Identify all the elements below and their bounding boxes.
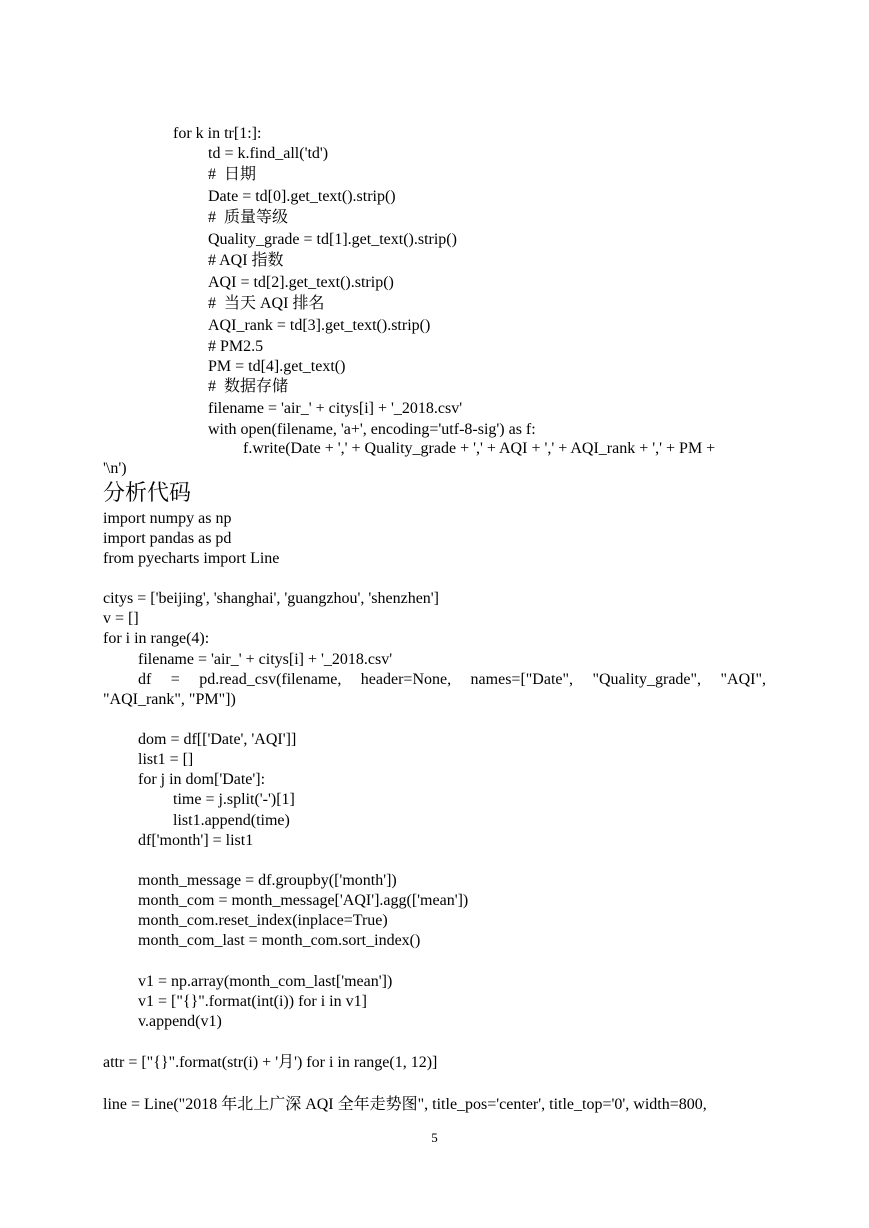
- code-line: Date = td[0].get_text().strip(): [208, 188, 396, 205]
- page-number: 5: [431, 1130, 438, 1145]
- code-line: df = pd.read_csv(filename, header=None, names=["Date", "Quality_grade", "AQI",: [138, 671, 766, 688]
- code-line: with open(filename, 'a+', encoding='utf-8-sig') as f:: [208, 421, 536, 438]
- section-heading: 分析代码: [103, 481, 192, 506]
- code-line: AQI_rank = td[3].get_text().strip(): [208, 317, 431, 334]
- code-line: '\n'): [103, 460, 127, 477]
- code-line: for j in dom['Date']:: [138, 771, 266, 788]
- code-line: for k in tr[1:]:: [173, 125, 262, 142]
- code-line: month_com_last = month_com.sort_index(): [138, 932, 421, 949]
- code-comment: # 日期: [208, 166, 257, 183]
- code-line: attr = ["{}".format(str(i) + '月') for i in range(1, 12)]: [103, 1054, 438, 1071]
- code-line: v1 = ["{}".format(int(i)) for i in v1]: [138, 993, 367, 1010]
- code-line: filename = 'air_' + citys[i] + '_2018.csv': [208, 400, 463, 417]
- code-comment: # PM2.5: [208, 338, 264, 355]
- code-line: time = j.split('-')[1]: [173, 791, 295, 808]
- code-line: line = Line("2018 年北上广深 AQI 全年走势图", title_pos='center', title_top='0', width=800,: [103, 1096, 707, 1113]
- code-line: df['month'] = list1: [138, 832, 254, 849]
- code-line: month_com.reset_index(inplace=True): [138, 912, 388, 929]
- code-comment: # 质量等级: [208, 209, 289, 226]
- code-comment: # 数据存储: [208, 378, 289, 395]
- code-line: Quality_grade = td[1].get_text().strip(): [208, 231, 457, 248]
- code-line: filename = 'air_' + citys[i] + '_2018.csv': [138, 651, 393, 668]
- code-line: f.write(Date + ',' + Quality_grade + ',' + AQI + ',' + AQI_rank + ',' + PM +: [243, 440, 716, 457]
- code-line: dom = df[['Date', 'AQI']]: [138, 731, 297, 748]
- code-comment: # 当天 AQI 排名: [208, 295, 325, 312]
- code-line: v1 = np.array(month_com_last['mean']): [138, 973, 393, 990]
- code-line: PM = td[4].get_text(): [208, 358, 346, 375]
- code-line: import pandas as pd: [103, 530, 232, 547]
- code-line: from pyecharts import Line: [103, 550, 280, 567]
- code-line: month_com = month_message['AQI'].agg(['mean']): [138, 892, 469, 909]
- code-line: for i in range(4):: [103, 630, 210, 647]
- code-line: month_message = df.groupby(['month']): [138, 872, 397, 889]
- code-line: citys = ['beijing', 'shanghai', 'guangzhou', 'shenzhen']: [103, 590, 440, 607]
- code-line: td = k.find_all('td'): [208, 145, 329, 162]
- code-line: v = []: [103, 610, 139, 627]
- code-line: import numpy as np: [103, 510, 232, 527]
- code-line: list1 = []: [138, 751, 194, 768]
- code-line: "AQI_rank", "PM"]): [103, 691, 236, 708]
- code-line: v.append(v1): [138, 1013, 222, 1030]
- code-comment: # AQI 指数: [208, 252, 284, 269]
- code-line: AQI = td[2].get_text().strip(): [208, 274, 394, 291]
- code-line: list1.append(time): [173, 812, 290, 829]
